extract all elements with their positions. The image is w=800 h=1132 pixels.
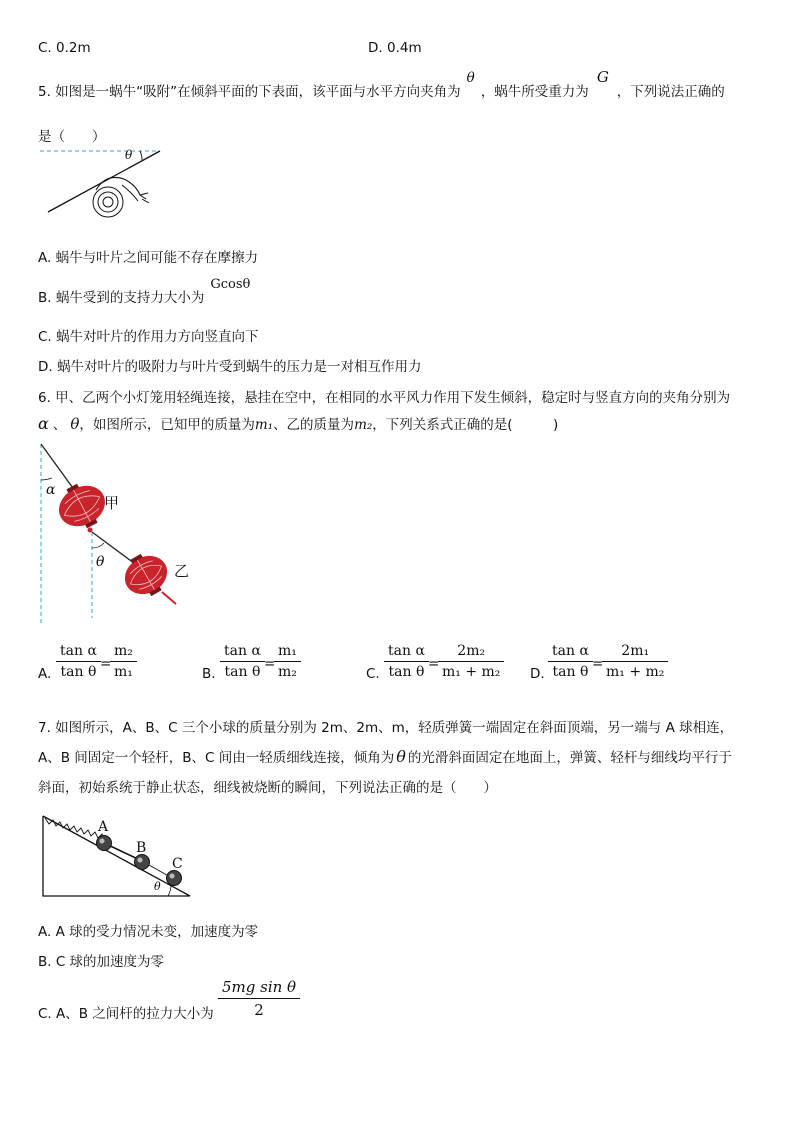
q5-stem-text2: ，蜗牛所受重力为 — [480, 84, 589, 100]
q5-option-a: A. 蜗牛与叶片之间可能不存在摩擦力 — [38, 250, 259, 266]
frac-den: m₁ — [110, 661, 137, 680]
ball-b — [135, 855, 150, 870]
q7-option-a: A. A 球的受力情况未变，加速度为零 — [38, 924, 259, 940]
snail-figure — [36, 145, 166, 225]
q7-option-c: C. A、B 之间杆的拉力大小为 — [38, 1006, 214, 1022]
frac-den: 2 — [218, 998, 300, 1019]
q7-stem-text2b: 的光滑斜面固定在地面上，弹簧、轻杆与细线均平行于 — [407, 750, 732, 766]
q6-sep: 、 — [52, 417, 67, 433]
q5-option-b — [38, 277, 251, 306]
fig-ball-a-label: A — [98, 819, 109, 835]
q7-stem-line3: 斜面，初始系统于静止状态，细线被烧断的瞬间，下列说法正确的是（ ） — [38, 780, 497, 796]
q5-stem-line1 — [38, 68, 725, 100]
frac-den: m₂ — [274, 661, 301, 680]
incline-triangle — [43, 816, 190, 896]
q6-option-b-lhs — [220, 643, 265, 680]
q7-theta: θ — [396, 747, 406, 766]
q5-option-c: C. 蜗牛对叶片的作用力方向竖直向下 — [38, 329, 259, 345]
theta-arc — [92, 543, 104, 548]
fig-yi-label: 乙 — [174, 562, 190, 580]
q5-theta: θ — [466, 70, 475, 86]
frac-num: tan α — [60, 643, 97, 659]
lantern-jia-knot — [88, 528, 93, 533]
q6-option-c-eq: = — [428, 656, 440, 672]
q7-stem-text2a: A、B 间固定一个轻杆，B、C 间由一轻质细线连接，倾角为 — [38, 750, 395, 766]
frac-den: m₁ + m₂ — [602, 661, 668, 680]
q6-option-d-label: D. — [530, 666, 545, 682]
ball-c — [167, 871, 182, 886]
q6-option-a-eq: = — [100, 656, 112, 672]
lantern-figure — [30, 440, 200, 630]
q5-stem-text3: ，下列说法正确的 — [616, 84, 725, 100]
q6-option-d-rhs — [602, 643, 668, 680]
lantern-yi-tassel — [162, 592, 176, 604]
q7-option-b: B. C 球的加速度为零 — [38, 954, 165, 970]
q6-alpha: α — [38, 414, 49, 433]
q7-stem-line1: 7. 如图所示，A、B、C 三个小球的质量分别为 2m、2m、m，轻质弹簧一端固定在斜面顶端，另一端与 A 球相连， — [38, 720, 734, 736]
q6-option-d-eq: = — [592, 656, 604, 672]
incline-angle-arc — [168, 885, 171, 896]
q6-option-c-lhs — [384, 643, 429, 680]
q5-option-d: D. 蜗牛对叶片的吸附力与叶片受到蜗牛的压力是一对相互作用力 — [38, 359, 422, 375]
q6-stem-rest2: 、乙的质量为 — [273, 417, 355, 433]
snail-fig-theta: θ — [125, 148, 133, 162]
q5-stem-text: 5. 如图是一蜗牛“吸附”在倾斜平面的下表面，该平面与水平方向夹角为 — [38, 84, 461, 100]
fig-incline-theta: θ — [154, 880, 161, 893]
frac-den: tan θ — [548, 661, 593, 680]
q6-stem-rest: ，如图所示，已知甲的质量为 — [79, 417, 255, 433]
frac-num: 2m₂ — [457, 643, 486, 659]
q6-option-b-rhs — [274, 643, 301, 680]
q6-option-b-eq: = — [264, 656, 276, 672]
q6-m1: m₁ — [254, 417, 274, 433]
q7-option-c-fraction — [218, 978, 300, 1019]
q6-option-a-lhs — [56, 643, 101, 680]
ball-c-shine — [170, 874, 175, 879]
q6-stem-line2 — [38, 413, 558, 433]
q6-stem-rest3: ，下列关系式正确的是( ) — [372, 417, 559, 433]
q5-option-b-math: Gcosθ — [210, 277, 251, 292]
frac-den: tan θ — [56, 661, 101, 680]
q5-option-b-text: B. 蜗牛受到的支持力大小为 — [38, 290, 205, 306]
q6-option-c-label: C. — [366, 666, 380, 682]
frac-num: 2m₁ — [621, 643, 650, 659]
angle-arc — [140, 151, 142, 161]
fig-ball-c-label: C — [172, 856, 183, 872]
frac-den: tan θ — [220, 661, 265, 680]
snail-icon — [93, 177, 149, 217]
q7-stem-line2 — [38, 746, 732, 766]
ball-b-shine — [138, 858, 143, 863]
q6-option-a-rhs — [110, 643, 137, 680]
fig-theta-label: θ — [96, 554, 105, 570]
frac-den: tan θ — [384, 661, 429, 680]
alpha-arc — [41, 478, 52, 480]
option-c-prev: C. 0.2m — [38, 40, 91, 56]
frac-num: m₁ — [278, 643, 297, 659]
q6-option-a-label: A. — [38, 666, 52, 682]
q5-g: G — [596, 68, 609, 86]
frac-num: tan α — [552, 643, 589, 659]
frac-den: m₁ + m₂ — [438, 661, 504, 680]
q6-stem-line1: 6. 甲、乙两个小灯笼用轻绳连接，悬挂在空中，在相同的水平风力作用下发生倾斜，稳定时与竖直方向的夹角分别为 — [38, 390, 731, 406]
q6-m2: m₂ — [354, 417, 373, 433]
frac-num: m₂ — [114, 643, 133, 659]
fig-ball-b-label: B — [136, 840, 147, 856]
q5-stem-line2: 是（ ） — [38, 129, 106, 145]
option-d-prev: D. 0.4m — [368, 40, 422, 56]
q6-option-b-label: B. — [202, 666, 216, 682]
q6-theta: θ — [70, 415, 80, 433]
frac-num: 5mg sin θ — [222, 978, 297, 996]
ball-a-shine — [100, 839, 105, 844]
frac-num: tan α — [388, 643, 425, 659]
q6-option-c-rhs — [438, 643, 504, 680]
frac-num: tan α — [224, 643, 261, 659]
fig-alpha-label: α — [46, 482, 56, 498]
ball-a — [97, 836, 112, 851]
fig-jia-label: 甲 — [104, 494, 120, 512]
q6-option-d-lhs — [548, 643, 593, 680]
